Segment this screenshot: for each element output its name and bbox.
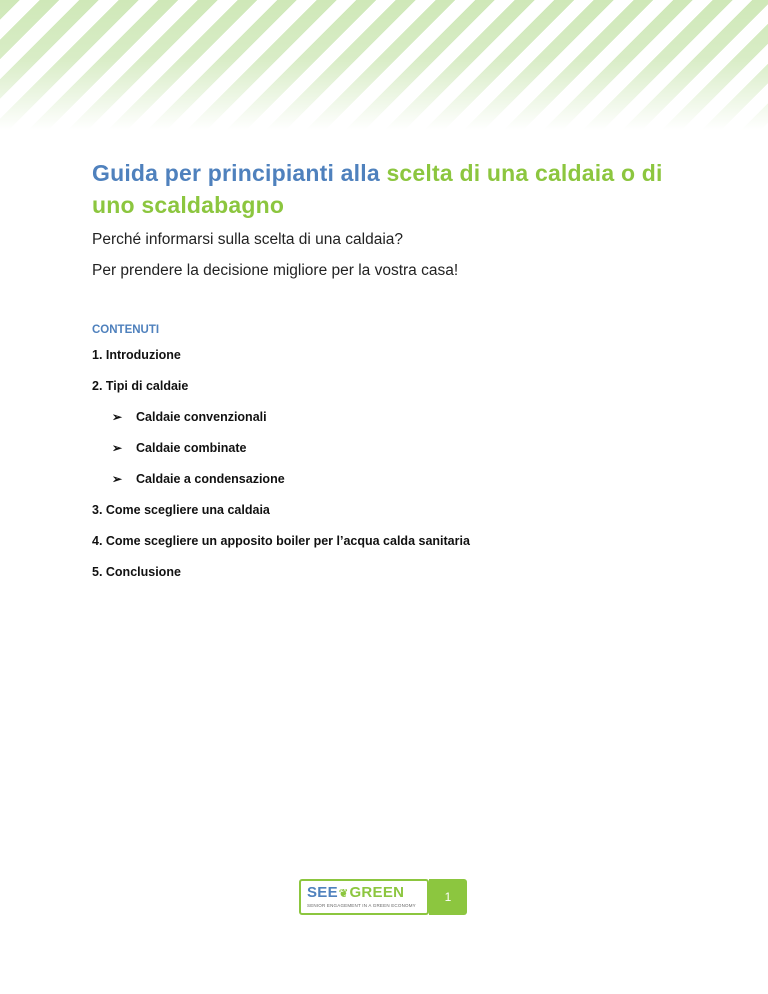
toc-item-conclusione[interactable] xyxy=(92,557,692,588)
toc-heading: CONTENUTI xyxy=(92,324,160,336)
logo-green-text: GREEN xyxy=(349,884,405,901)
toc-item-label: 3. Come scegliere una caldaia xyxy=(92,503,270,517)
toc-item-tipi-di-caldaie[interactable] xyxy=(92,371,692,402)
header-stripe-fade xyxy=(0,0,768,130)
toc-subitem-caldaie-convenzionali[interactable] xyxy=(92,402,692,433)
toc-item-come-scegliere-caldaia[interactable] xyxy=(92,495,692,526)
leaf-icon: ❦ xyxy=(338,888,349,900)
page-number-badge xyxy=(429,879,467,915)
toc-subitem-caldaie-combinate[interactable] xyxy=(92,433,692,464)
title-part-blue: Guida per principianti alla xyxy=(92,160,387,186)
logo-see-text: SEE xyxy=(307,884,338,901)
document-body xyxy=(92,157,692,588)
logo-wordmark xyxy=(307,884,404,901)
see-green-logo xyxy=(299,879,429,915)
document-title xyxy=(92,157,692,221)
page-number: 1 xyxy=(444,890,452,904)
toc-item-label: Caldaie convenzionali xyxy=(136,410,267,424)
toc-item-label: 5. Conclusione xyxy=(92,565,181,579)
toc-item-label: Caldaie combinate xyxy=(136,441,247,455)
toc-item-label: Caldaie a condensazione xyxy=(136,472,285,486)
toc-item-label: 2. Tipi di caldaie xyxy=(92,379,189,393)
intro-answer: Per prendere la decisione migliore per la vostra casa! xyxy=(92,262,459,279)
toc-item-introduzione[interactable] xyxy=(92,340,692,371)
logo-tagline: SENIOR ENGAGEMENT IN A GREEN ECONOMY xyxy=(307,903,416,908)
arrow-bullet-icon: ➢ xyxy=(112,441,123,455)
arrow-bullet-icon: ➢ xyxy=(112,472,123,486)
title-part-green: scelta di una caldaia o di uno scaldabagno xyxy=(92,160,663,218)
toc-item-label: 4. Come scegliere un apposito boiler per l’acqua calda sanitaria xyxy=(92,534,470,548)
table-of-contents xyxy=(92,340,692,588)
toc-item-label: 1. Introduzione xyxy=(92,348,181,362)
toc-subitem-caldaie-a-condensazione[interactable] xyxy=(92,464,692,495)
intro-question: Perché informarsi sulla scelta di una caldaia? xyxy=(92,231,404,248)
arrow-bullet-icon: ➢ xyxy=(112,410,123,424)
toc-item-come-scegliere-boiler[interactable] xyxy=(92,526,692,557)
